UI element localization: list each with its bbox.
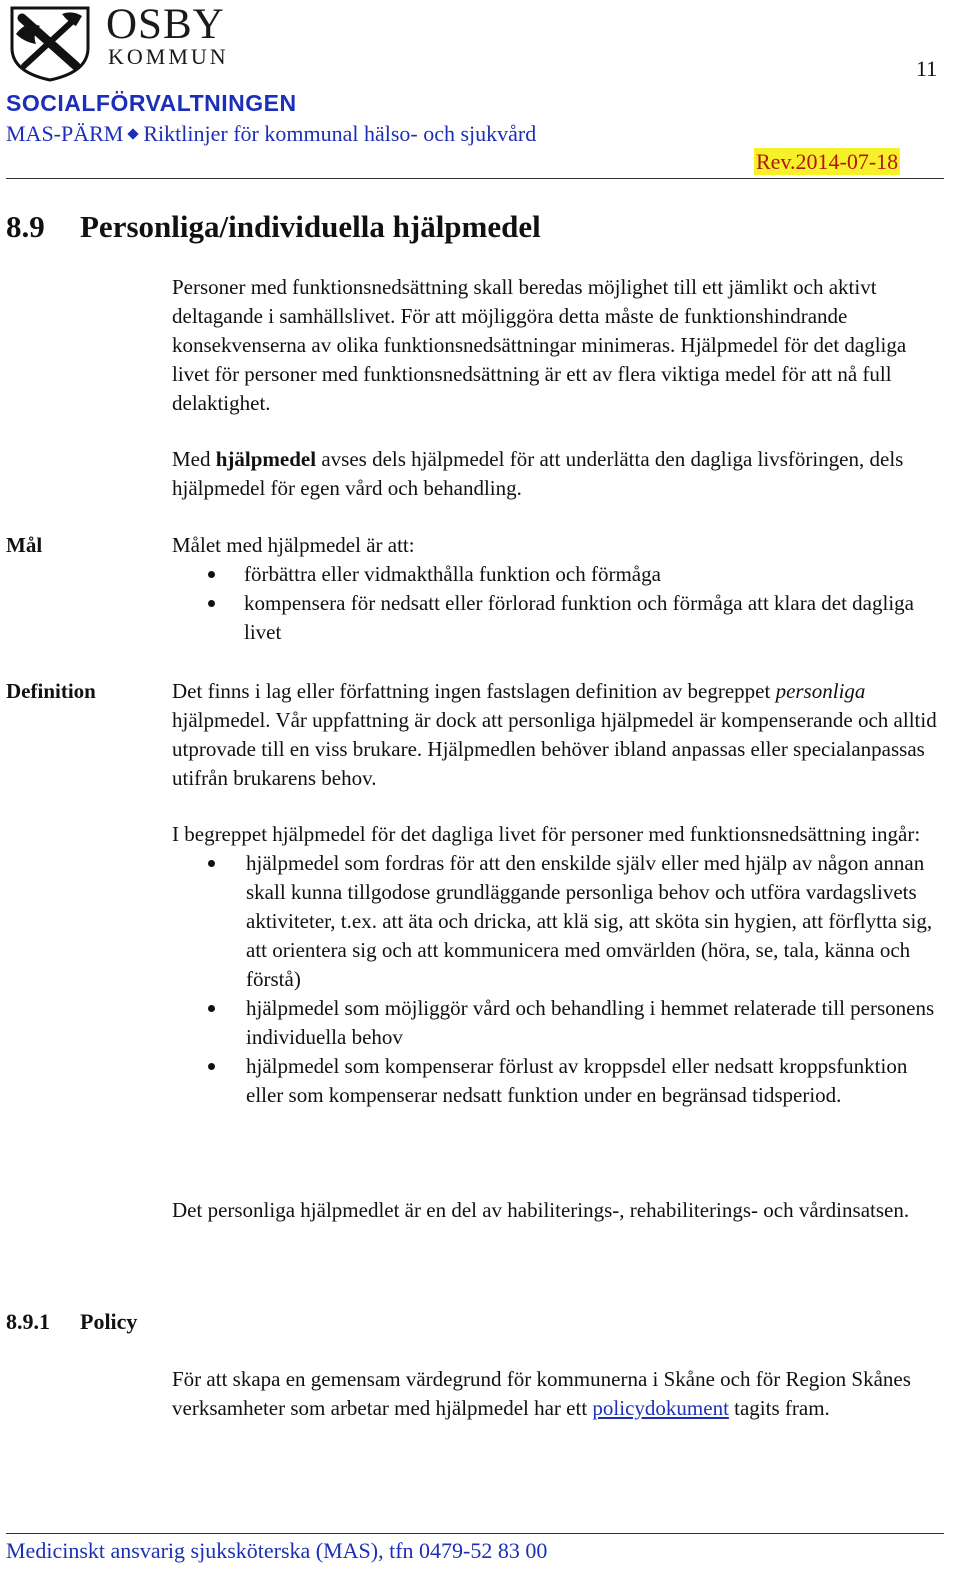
definition-text-start: Det finns i lag eller författning ingen fastslagen definition av begreppet: [172, 679, 776, 703]
document-subtitle: [6, 121, 536, 147]
header-divider: [6, 178, 944, 179]
definition-paragraph: [172, 677, 948, 793]
policy-text-start: För att skapa en gemensam värdegrund för kommunerna i Skåne och för Region Skånes verksamheter som arbetar med hjälpmedel har ett: [172, 1367, 911, 1420]
page-number: 11: [916, 56, 938, 81]
list-item: kompensera för nedsatt eller förlorad funktion och förmåga att klara det dagliga livet: [172, 589, 948, 647]
policy-paragraph: [172, 1365, 948, 1423]
subsection-title: Policy: [80, 1309, 138, 1334]
intro-paragraph: Personer med funktionsnedsättning skall beredas möjlighet till ett jämlikt och aktivt deltagande i samhällslivet. För att möjliggöra detta måste de funktionshindrande konsekvenserna av olika funktionsnedsättningar minimeras. Hjälpmedel för det dagliga livet för personer med funktionsnedsättning är ett av flera viktiga medel för att nå full delaktighet.: [172, 275, 907, 415]
aids-scope-lead: I begreppet hjälpmedel för det dagliga livet för personer med funktionsnedsättning ingår:: [172, 822, 921, 846]
policy-document-link[interactable]: policydokument: [592, 1396, 729, 1420]
organization-name: SOCIALFÖRVALTNINGEN: [6, 90, 297, 116]
subtitle-guideline-name: Riktlinjer för kommunal hälso- och sjukvård: [143, 121, 537, 146]
subtitle-binder-name: MAS-PÄRM: [6, 121, 124, 146]
footer-contact: Medicinskt ansvarig sjuksköterska (MAS), tfn 0479-52 83 00: [6, 1538, 548, 1563]
list-item: hjälpmedel som fordras för att den enskilde själv eller med hjälp av någon annan skall kunna tillgodose grundläggande personliga behov och utföra vardagslivets aktiviteter, t.ex. att äta och dricka, att klä sig, att sköta sin hygien, att förflytta sig, att orientera sig och att kommunicera med omvärlden (höra, se, tala, känna och förstå): [172, 849, 948, 994]
logo-wordmark-kommun: KOMMUN: [108, 44, 229, 69]
side-label-mal: Mål: [6, 533, 43, 557]
logo-wordmark-osby: OSBY: [106, 1, 225, 48]
list-item: förbättra eller vidmakthålla funktion och förmåga: [172, 560, 948, 589]
list-item: hjälpmedel som kompenserar förlust av kroppsdel eller nedsatt kroppsfunktion eller som kompenserar nedsatt funktion under en begränsad tidsperiod.: [172, 1052, 948, 1110]
aids-scope-block: [172, 820, 948, 1110]
closing-paragraph: Det personliga hjälpmedlet är en del av habiliterings-, rehabiliterings- och vårdinsatsen.: [172, 1198, 910, 1222]
section-heading: [6, 208, 541, 246]
policy-text-end: tagits fram.: [728, 1396, 830, 1420]
subsection-number: 8.9.1: [6, 1309, 50, 1334]
goal-list: [172, 560, 948, 647]
definition-of-aids-paragraph: [172, 445, 948, 503]
list-item: hjälpmedel som möjliggör vård och behandling i hemmet relaterade till personens individuella behov: [172, 994, 948, 1052]
subsection-heading: [6, 1307, 137, 1336]
side-label-definition: Definition: [6, 679, 96, 703]
med-bold-term: hjälpmedel: [215, 447, 317, 471]
diamond-separator-icon: [128, 129, 139, 140]
med-prefix: Med: [172, 447, 216, 471]
goal-block: [172, 531, 948, 647]
revision-date: Rev.2014-07-18: [756, 149, 899, 174]
section-number: 8.9: [6, 209, 45, 244]
osby-logo-emblem: [6, 4, 94, 82]
section-title: Personliga/individuella hjälpmedel: [80, 209, 541, 244]
med-rest: avses dels hjälpmedel för att underlätta den dagliga livsföringen, dels hjälpmedel för egen vård och behandling.: [172, 447, 904, 500]
definition-italic-term: personliga: [775, 679, 866, 703]
goal-lead: Målet med hjälpmedel är att:: [172, 533, 415, 557]
footer-divider: [6, 1533, 944, 1534]
definition-text-end: hjälpmedel. Vår uppfattning är dock att personliga hjälpmedel är kompenserande och alltid utprovade till en viss brukare. Hjälpmedlen behöver ibland anpassas eller specialanpassas utifrån brukarens behov.: [172, 708, 937, 790]
aids-scope-list: [172, 849, 948, 1110]
